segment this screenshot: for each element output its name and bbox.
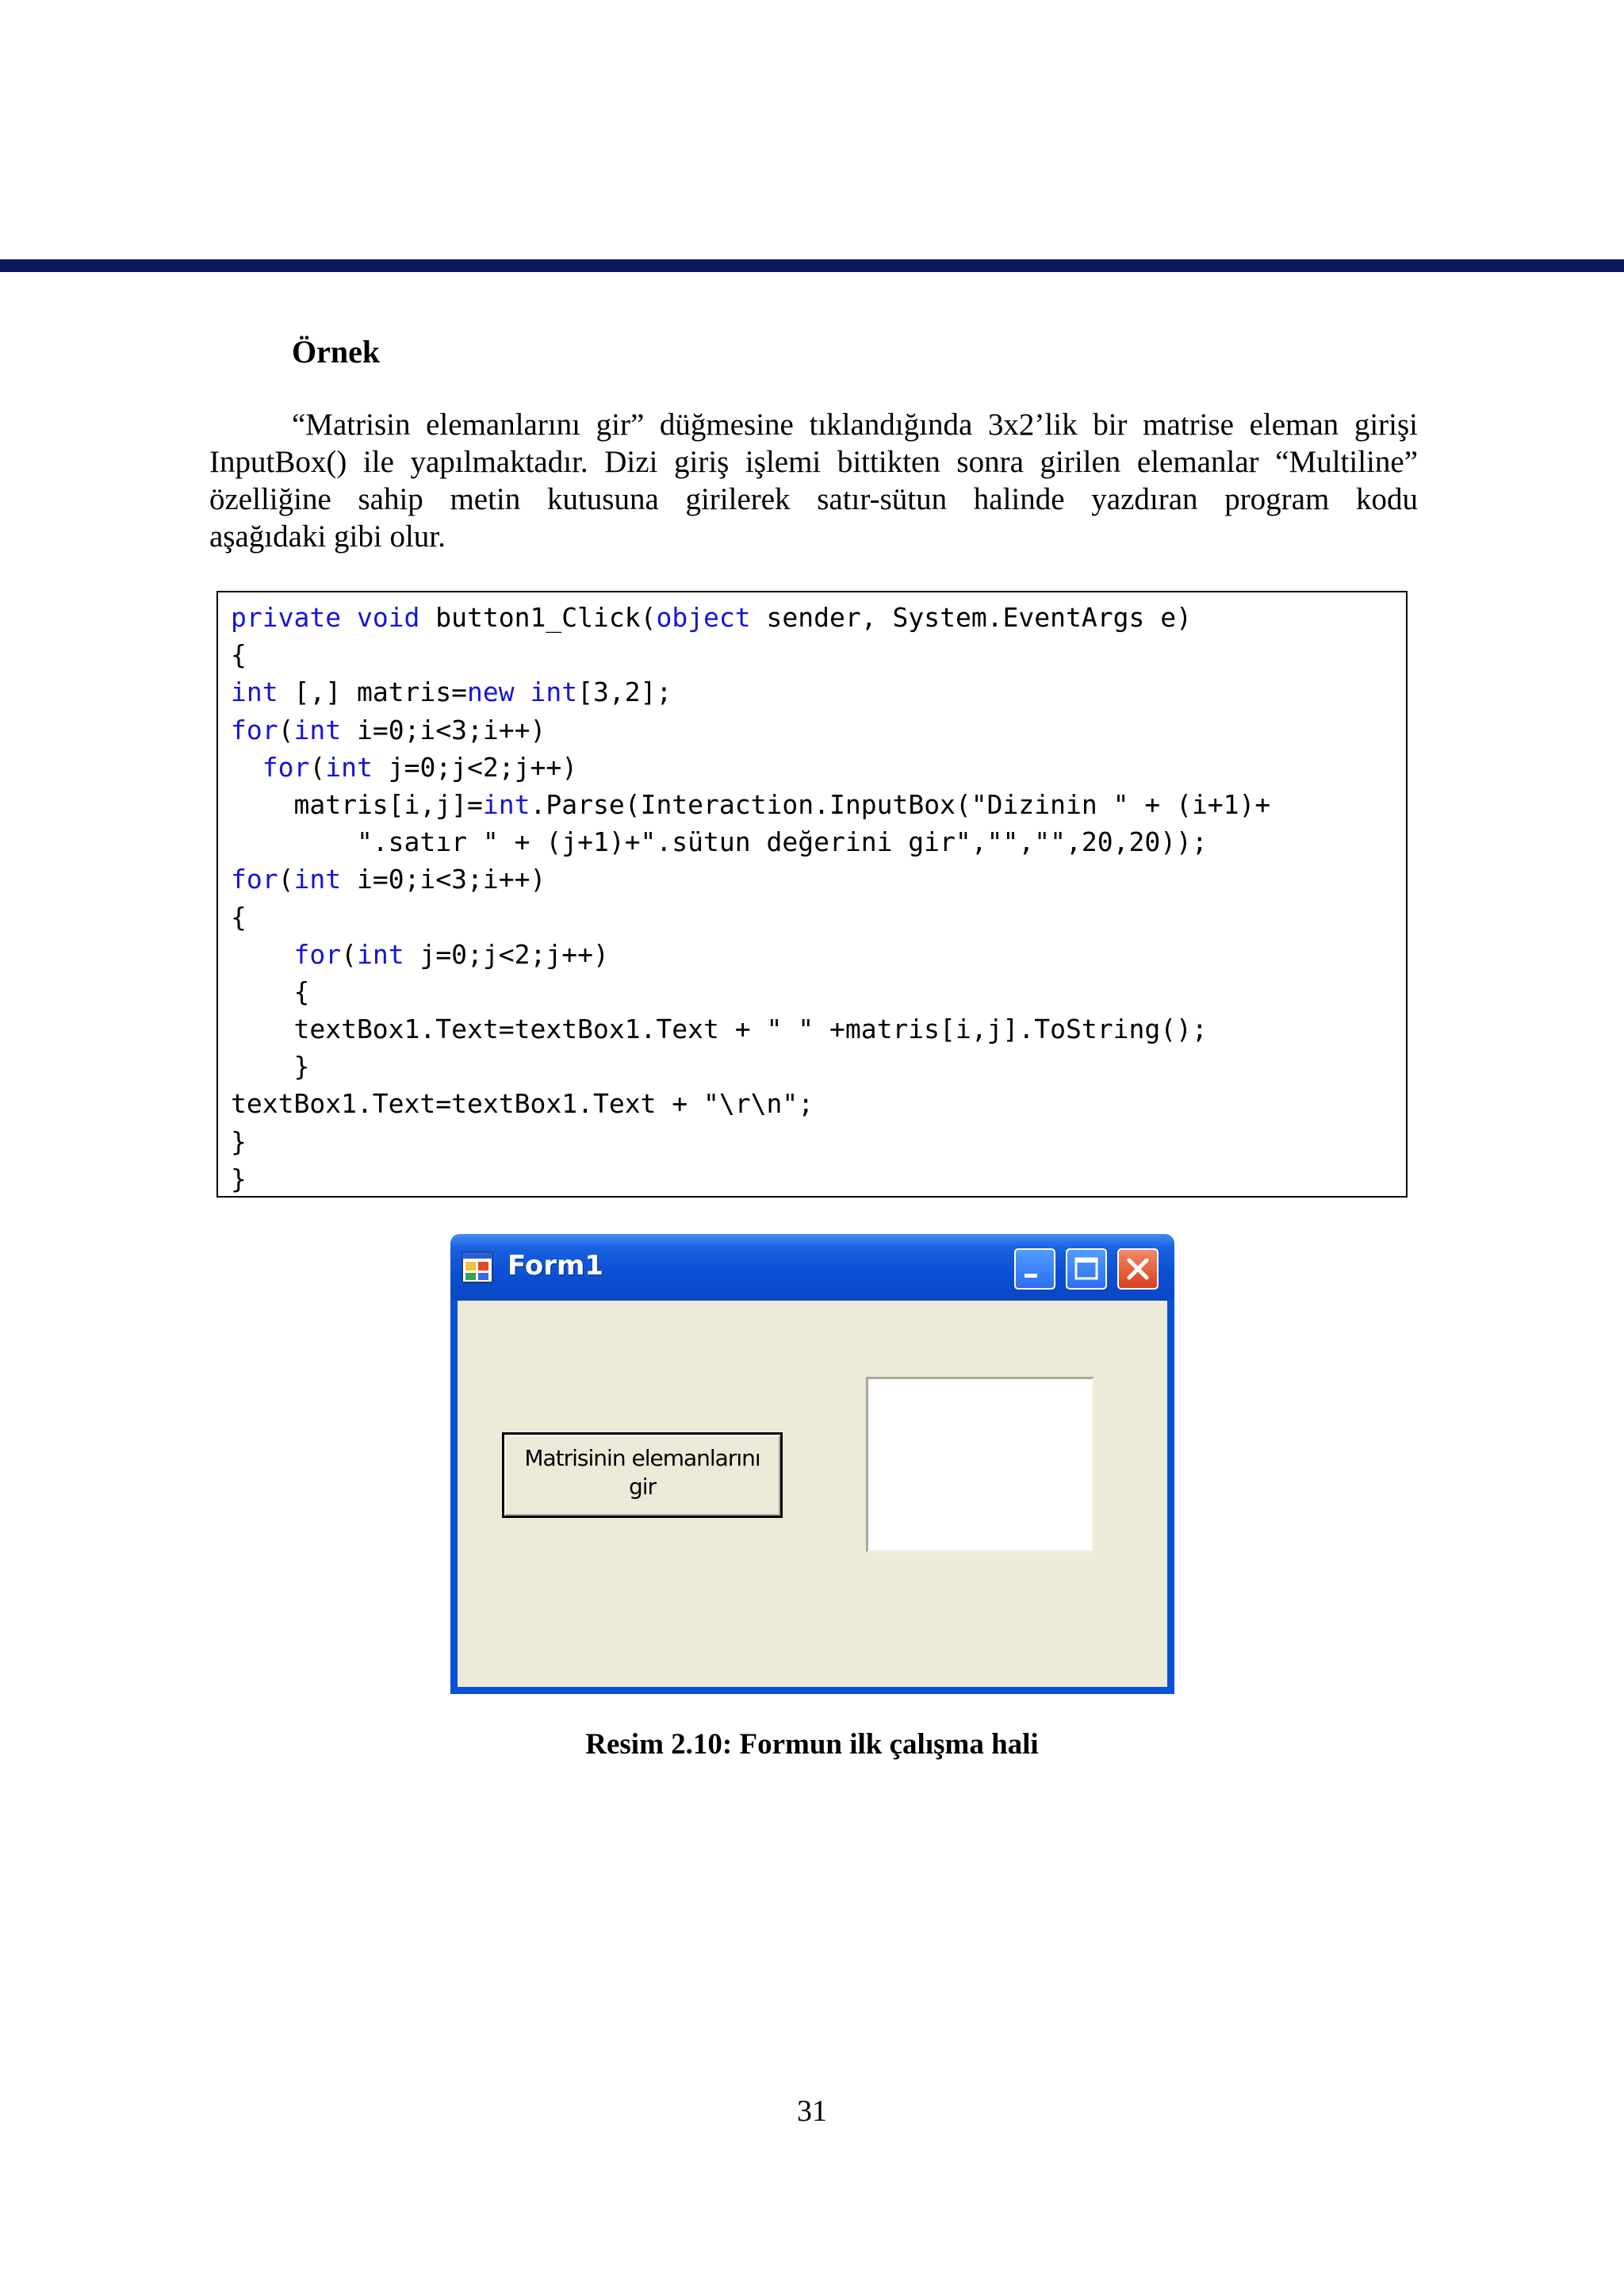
- button-label-line: Matrisinin elemanlarını: [524, 1445, 760, 1471]
- code-line: {: [231, 901, 247, 933]
- form1-window: [450, 1234, 1174, 1694]
- code-line: }: [231, 1051, 310, 1083]
- page-number: 31: [797, 2095, 827, 2128]
- paragraph-line: “Matrisin elemanlarını gir” düğmesine tıklandığında 3x2’lik bir matrise eleman girişi: [292, 408, 1418, 442]
- code-line: for(int j=0;j<2;j++): [293, 938, 609, 970]
- minimize-icon: [1016, 1250, 1054, 1288]
- maximize-icon: [1067, 1250, 1105, 1288]
- window-titlebar[interactable]: [450, 1234, 1174, 1301]
- code-line: matris[i,j]=int.Parse(Interaction.InputBox("Dizinin " + (i+1)+: [231, 788, 1271, 820]
- code-line: {: [231, 975, 310, 1007]
- header-rule: [0, 259, 1624, 272]
- code-line: textBox1.Text=textBox1.Text + "\r\n";: [231, 1088, 814, 1120]
- code-line: for(int i=0;i<3;i++): [231, 714, 546, 745]
- window-title: Form1: [508, 1250, 604, 1282]
- paragraph-line: InputBox() ile yapılmaktadır. Dizi giriş işlemi bittikten sonra girilen elemanlar “Multiline”: [209, 445, 1418, 479]
- paragraph-line: aşağıdaki gibi olur.: [209, 519, 446, 554]
- multiline-textbox[interactable]: [866, 1377, 1094, 1553]
- figure-caption: Resim 2.10: Formun ilk çalışma hali: [585, 1728, 1039, 1761]
- code-line: textBox1.Text=textBox1.Text + " " +matris[i,j].ToString();: [231, 1014, 1208, 1045]
- code-block: [231, 599, 1270, 1198]
- code-line: for(int j=0;j<2;j++): [262, 751, 578, 783]
- code-line: int [,] matris=new int[3,2];: [231, 676, 672, 708]
- code-line: private void button1_Click(object sender, System.EventArgs e): [231, 602, 1192, 633]
- close-icon: [1119, 1250, 1157, 1288]
- maximize-button[interactable]: [1066, 1248, 1107, 1290]
- paragraph-line: özelliğine sahip metin kutusuna girilerek satır-sütun halinde yazdıran program kodu: [209, 482, 1418, 516]
- form-app-icon: [462, 1251, 493, 1283]
- code-line: }: [231, 1163, 247, 1194]
- code-line: ".satır " + (j+1)+".sütun değerini gir","","",20,20));: [231, 826, 1208, 858]
- code-line: {: [231, 639, 247, 671]
- form-client-area: [458, 1301, 1167, 1687]
- code-listing: [216, 591, 1408, 1198]
- fill-matrix-button[interactable]: [502, 1432, 783, 1518]
- body-paragraph: [209, 406, 1418, 555]
- close-button[interactable]: [1117, 1248, 1159, 1290]
- code-line: for(int i=0;i<3;i++): [231, 864, 546, 895]
- section-heading: Örnek: [292, 334, 381, 370]
- code-line: }: [231, 1125, 247, 1157]
- button-label-line: gir: [628, 1474, 657, 1500]
- minimize-button[interactable]: [1014, 1248, 1055, 1290]
